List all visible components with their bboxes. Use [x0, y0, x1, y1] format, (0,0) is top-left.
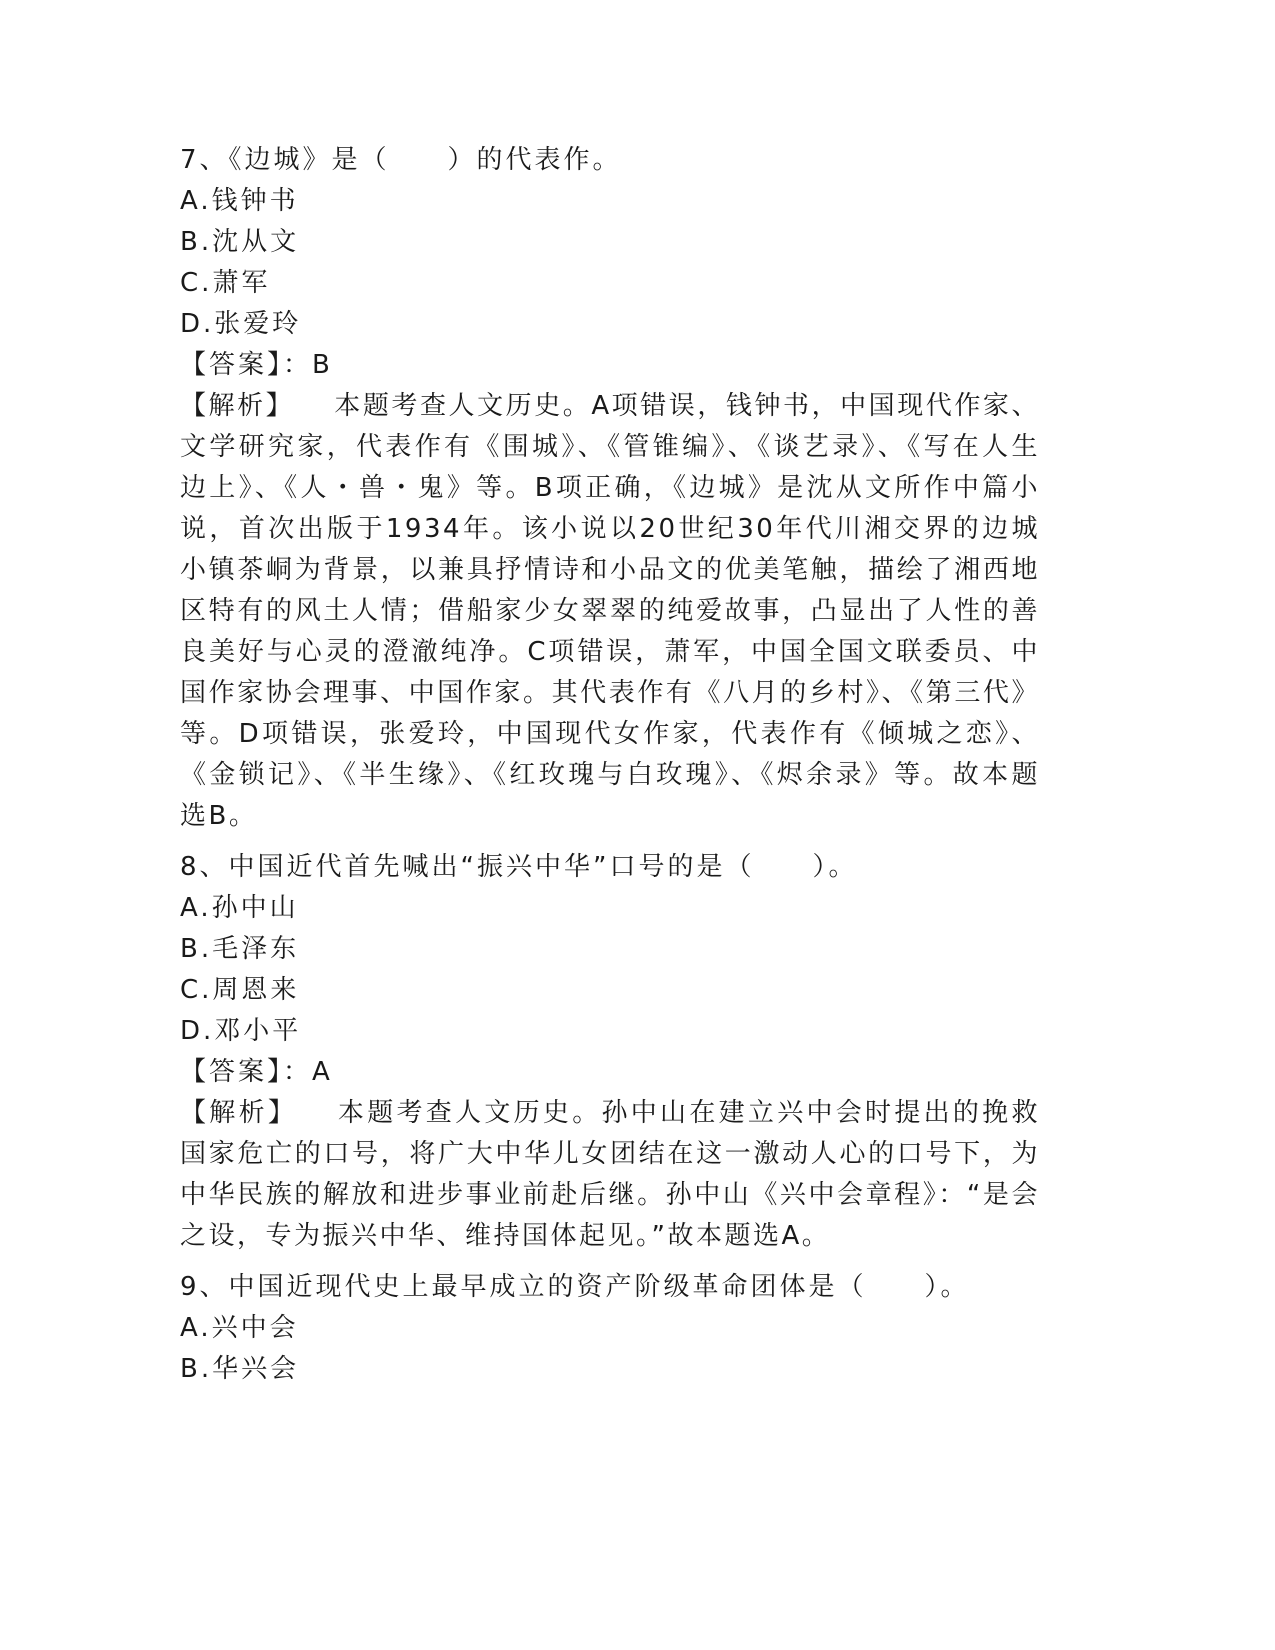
- option-a: A.兴中会: [180, 1313, 299, 1343]
- option-d: D.张爱玲: [180, 309, 302, 339]
- explanation-text: 本题考查人文历史。A项错误，钱钟书，中国现代作家、文学研究家，代表作有《围城》、《管锥编》、《谈艺录》、《写在人生边上》、《人・兽・鬼》等。B项正确，《边城》是沈从文所作中篇小说，首次出版于1934年。该小说以20世纪30年代川湘交界的边城小镇茶峒为背景，以兼具抒情诗和小品文的优美笔触，描绘了湘西地区特有的风土人情；借船家少女翠翠的纯爱故事，凸显出了人性的善良美好与心灵的澄澈纯净。C项错误，萧军，中国全国文联委员、中国作家协会理事、中国作家。其代表作有《八月的乡村》、《第三代》等。D项错误，张爱玲，中国现代女作家，代表作有《倾城之恋》、《金锁记》、《半生缘》、《红玫瑰与白玫瑰》、《烬余录》等。故本题选B。: [180, 391, 1040, 831]
- document-page: [180, 140, 1040, 1390]
- explanation-text: 本题考查人文历史。孙中山在建立兴中会时提出的挽救国家危亡的口号，将广大中华儿女团结在这一激动人心的口号下，为中华民族的解放和进步事业前赴后继。孙中山《兴中会章程》：“是会之设，专为振兴中华、维持国体起见。”故本题选A。: [180, 1098, 1040, 1251]
- option-c: C.周恩来: [180, 975, 300, 1005]
- question-stem: 8、中国近代首先喊出“振兴中华”口号的是（ ）。: [180, 852, 858, 882]
- option-c: C.萧军: [180, 268, 271, 298]
- option-d: D.邓小平: [180, 1016, 302, 1046]
- option-a: A.钱钟书: [180, 186, 299, 216]
- explanation: [180, 386, 1040, 837]
- question-stem: 9、中国近现代史上最早成立的资产阶级革命团体是（ ）。: [180, 1272, 970, 1302]
- option-b: B.华兴会: [180, 1354, 300, 1384]
- question-9: [180, 1267, 1040, 1390]
- answer-label: 【答案】：: [180, 1057, 313, 1087]
- answer-label: 【答案】：: [180, 350, 313, 380]
- question-stem: 7、《边城》是（ ）的代表作。: [180, 145, 622, 175]
- answer-line: [180, 345, 1040, 386]
- answer-value: A: [312, 1057, 333, 1087]
- answer-line: [180, 1052, 1040, 1093]
- answer-value: B: [312, 350, 333, 380]
- question-7: [180, 140, 1040, 837]
- explanation: [180, 1093, 1040, 1257]
- option-b: B.毛泽东: [180, 934, 300, 964]
- explanation-label: 【解析】: [180, 391, 295, 421]
- explanation-label: 【解析】: [180, 1098, 298, 1128]
- option-a: A.孙中山: [180, 893, 299, 923]
- option-b: B.沈从文: [180, 227, 300, 257]
- question-8: [180, 847, 1040, 1257]
